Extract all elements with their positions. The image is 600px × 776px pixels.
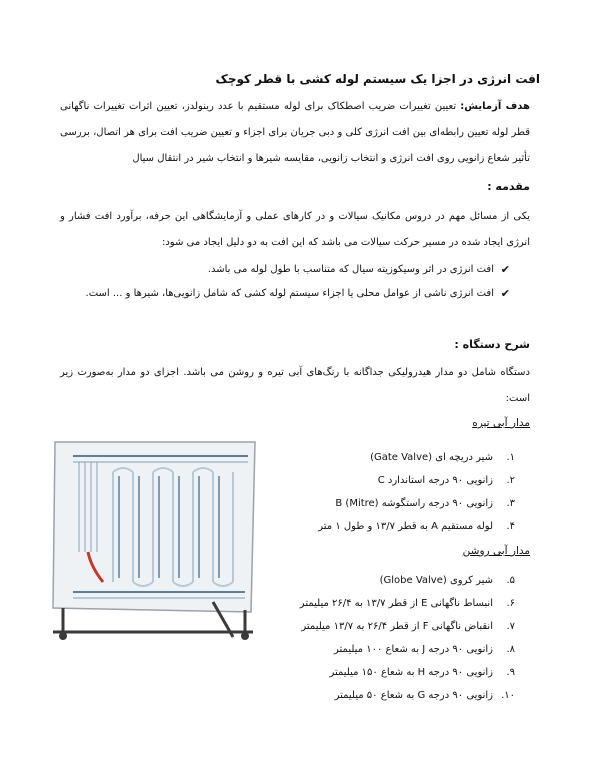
item-text: زانویی ۹۰ درجه J به شعاع ۱۰۰ میلیمتر — [334, 644, 493, 655]
list-item — [80, 282, 510, 306]
list-item — [270, 492, 515, 515]
list-item — [270, 446, 515, 469]
item-text: زانویی ۹۰ درجه H به شعاع ۱۵۰ میلیمتر — [329, 667, 493, 678]
item-number: ۱. — [506, 452, 515, 463]
aim-label: هدف آزمایش: — [460, 101, 530, 112]
device-heading: شرح دستگاه : — [454, 338, 530, 351]
item-text: شیر دریچه ای (Gate Valve) — [370, 452, 493, 463]
checkmark-icon: ✔ — [500, 287, 510, 300]
checkmark-icon: ✔ — [500, 263, 510, 276]
item-text: لوله مستقیم A به قطر ۱۳/۷ و طول ۱ متر — [318, 521, 493, 532]
item-number: ۷. — [506, 621, 515, 632]
list-item — [250, 661, 515, 684]
list-item — [250, 684, 515, 707]
item-number: ۴. — [506, 521, 515, 532]
wheel-icon — [241, 632, 249, 640]
list-item — [270, 469, 515, 492]
item-number: ۱۰. — [501, 690, 515, 701]
loss-types-list — [80, 258, 510, 306]
item-text: شیر کروی (Globe Valve) — [379, 575, 493, 586]
dark-blue-circuit-list — [270, 446, 515, 538]
item-text: زانویی ۹۰ درجه استاندارد C — [377, 475, 493, 486]
item-number: ۲. — [506, 475, 515, 486]
bullet-text: افت انرژی در اثر وسیکوزیته سیال که متناسب با طول لوله می باشد. — [207, 264, 494, 275]
item-text: انبساط ناگهانی E از قطر ۱۳/۷ به ۲۶/۴ میلیمتر — [299, 598, 493, 609]
item-text: زانویی ۹۰ درجه G به شعاع ۵۰ میلیمتر — [334, 690, 493, 701]
item-number: ۸. — [506, 644, 515, 655]
aim-paragraph — [60, 94, 530, 172]
item-number: ۹. — [506, 667, 515, 678]
dark-blue-circuit-heading: مدار آبی تیره — [472, 417, 530, 429]
bullet-text: افت انرژی ناشی از عوامل محلی یا اجزاء سیستم لوله کشی که شامل زانویی‌ها، شیرها و ... است. — [85, 288, 494, 299]
list-item — [250, 569, 515, 592]
intro-paragraph: یکی از مسائل مهم در دروس مکانیک سیالات و در کارهای عملی و آزمایشگاهی این حرفه، برآورد افت فشار و انرژی ایجاد شده در مسیر حرکت سیالات می باشد که این افت به دو دلیل ایجاد می شود: — [60, 211, 530, 248]
list-item — [250, 592, 515, 615]
item-number: ۵. — [506, 575, 515, 586]
light-blue-circuit-heading: مدار آبی روشن — [462, 545, 530, 557]
wheel-icon — [59, 632, 67, 640]
list-item — [250, 615, 515, 638]
item-number: ۶. — [506, 598, 515, 609]
item-text: زانویی ۹۰ درجه راستگوشه B (Mitre) — [335, 498, 493, 509]
intro-heading: مقدمه : — [487, 180, 530, 193]
list-item — [270, 515, 515, 538]
apparatus-photo — [33, 432, 265, 644]
item-text: انقباض ناگهانی F از قطر ۲۶/۴ به ۱۳/۷ میلیمتر — [301, 621, 493, 632]
device-paragraph: دستگاه شامل دو مدار هیدرولیکی جداگانه با رنگ‌های آبی تیره و روشن می باشد. اجزای دو مدار به‌صورت زیر است: — [60, 367, 530, 404]
document-title: افت انرژی در اجزا یک سیستم لوله کشی با قطر کوچک — [215, 72, 540, 86]
list-item — [250, 638, 515, 661]
light-blue-circuit-list — [250, 569, 515, 707]
aim-text: تعیین تغییرات ضریب اصطکاک برای لوله مستقیم با عدد رینولدز، تعیین اثرات تغییرات ناگهانی قطر لوله تعیین رابطه‌ای بین افت انرژی کلی و دبی جریان برای اجزاء و تعیین ضریب افت برای هر اتصال، بررسی تأثیر شعاع زانویی روی افت انرژی و انتخاب زانویی، مقایسه شیرها و انتخاب شیر در انتقال سیال — [60, 101, 530, 164]
item-number: ۳. — [506, 498, 515, 509]
list-item — [80, 258, 510, 282]
